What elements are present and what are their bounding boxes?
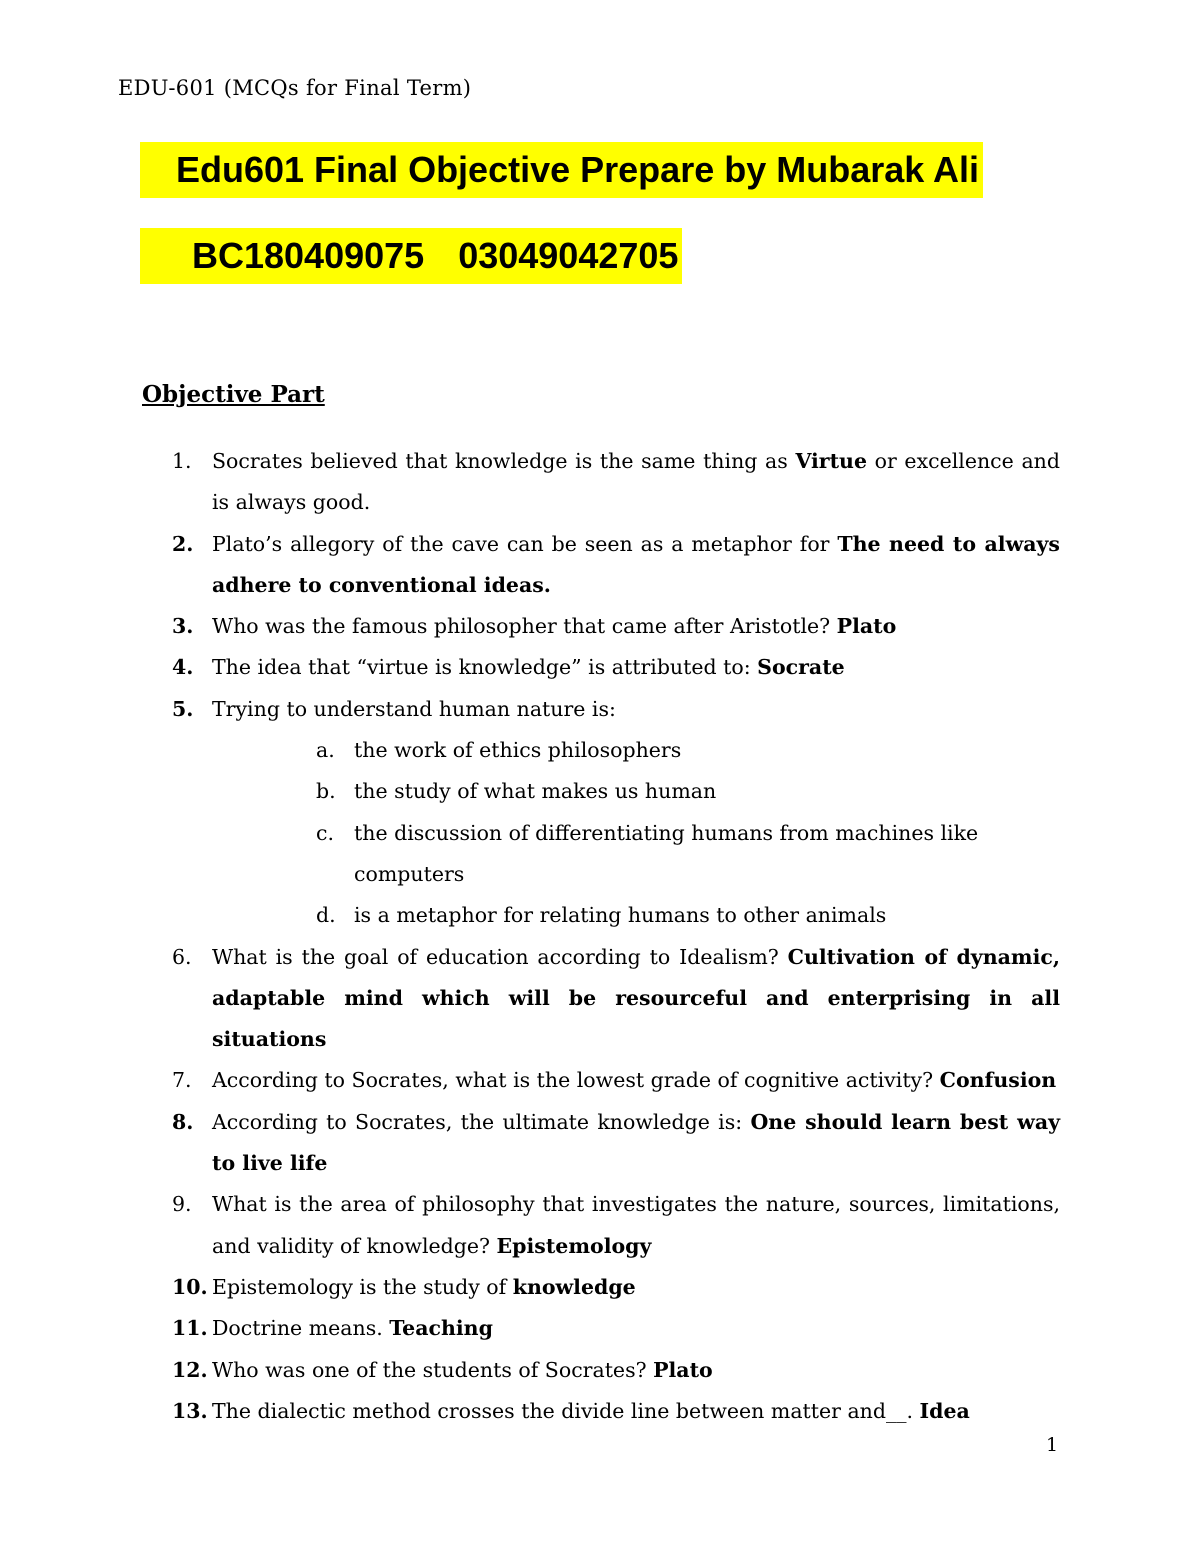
question-text: What is the area of philosophy that investigates the nature, sources, limitations, and validity of knowledge? Epistemology xyxy=(212,1192,1060,1258)
answer: Cultivation of dynamic, adaptable mind which will be resourceful and enterprising in all situations xyxy=(212,944,1060,1052)
answer: The need to always adhere to conventional ideas. xyxy=(212,531,1060,597)
answer: Confusion xyxy=(939,1068,1057,1093)
question-text: Trying to understand human nature is: xyxy=(212,696,616,721)
question-item xyxy=(172,937,1060,1061)
question-list xyxy=(172,441,1060,1432)
question-item xyxy=(172,1267,1060,1308)
question-number: 7. xyxy=(172,1068,192,1093)
question-text: Plato’s allegory of the cave can be seen as a metaphor for The need to always adhere to conventional ideas. xyxy=(212,531,1060,597)
question-number: 13. xyxy=(172,1398,208,1423)
answer: Epistemology xyxy=(496,1233,652,1258)
question-number: 12. xyxy=(172,1357,208,1382)
option-letter: a. xyxy=(316,738,335,763)
option-item xyxy=(316,813,1060,896)
question-text: The idea that “virtue is knowledge” is attributed to: Socrate xyxy=(212,655,845,680)
question-number: 10. xyxy=(172,1274,208,1299)
question-item xyxy=(172,441,1060,524)
answer: Teaching xyxy=(389,1316,493,1341)
question-number: 3. xyxy=(172,614,194,639)
answer: One should learn best way to live life xyxy=(212,1109,1061,1176)
answer: Plato xyxy=(653,1357,713,1382)
answer: Socrate xyxy=(757,655,845,680)
question-number: 9. xyxy=(172,1192,192,1217)
option-text: the study of what makes us human xyxy=(354,779,717,804)
question-text: What is the goal of education according to Idealism? Cultivation of dynamic, adaptable mind which will be resourceful and enterprising in all situations xyxy=(212,944,1060,1052)
phone-number: 03049042705 xyxy=(458,235,679,276)
option-text: the discussion of differentiating humans from machines like computers xyxy=(354,820,979,886)
option-letter: d. xyxy=(316,903,336,928)
page-header: EDU-601 (MCQs for Final Term) xyxy=(118,76,472,100)
option-text: the work of ethics philosophers xyxy=(354,738,682,763)
question-text: According to Socrates, what is the lowest grade of cognitive activity? Confusion xyxy=(212,1068,1057,1093)
question-number: 6. xyxy=(172,944,192,969)
title-block xyxy=(140,142,983,284)
question-number: 4. xyxy=(172,655,194,680)
question-number: 1. xyxy=(172,449,192,473)
question-number: 5. xyxy=(172,696,194,721)
question-item xyxy=(172,1102,1060,1185)
question-number: 8. xyxy=(172,1109,194,1134)
question-text: Socrates believed that knowledge is the same thing as Virtue or excellence and is always good. xyxy=(212,449,1060,515)
option-text: is a metaphor for relating humans to other animals xyxy=(354,903,887,928)
question-text: Epistemology is the study of knowledge xyxy=(212,1274,636,1299)
option-item xyxy=(316,895,1060,936)
option-item xyxy=(316,730,1060,771)
section-heading: Objective Part xyxy=(142,381,325,408)
question-text: Who was one of the students of Socrates? Plato xyxy=(212,1357,713,1382)
question-item xyxy=(172,1391,1060,1432)
question-item xyxy=(172,1308,1060,1349)
answer: knowledge xyxy=(512,1274,636,1299)
answer: Virtue xyxy=(795,449,867,473)
question-item xyxy=(172,689,1060,730)
page-number: 1 xyxy=(1046,1434,1059,1456)
answer: Plato xyxy=(836,614,897,639)
question-item xyxy=(172,1060,1060,1101)
question-number: 2. xyxy=(172,531,194,556)
question-item xyxy=(172,1184,1060,1267)
contact-line xyxy=(140,228,682,284)
question-text: According to Socrates, the ultimate knowledge is: One should learn best way to live life xyxy=(212,1109,1061,1176)
question-text: Doctrine means. Teaching xyxy=(212,1316,493,1341)
question-number: 11. xyxy=(172,1316,208,1341)
option-letter: c. xyxy=(316,820,334,845)
question-text: Who was the famous philosopher that came after Aristotle? Plato xyxy=(212,614,897,639)
question-item xyxy=(172,524,1060,607)
student-id: BC180409075 xyxy=(192,235,425,276)
question-item xyxy=(172,606,1060,647)
option-letter: b. xyxy=(316,779,336,804)
document-title: Edu601 Final Objective Prepare by Mubarak Ali xyxy=(140,142,983,198)
question-text: The dialectic method crosses the divide line between matter and__. Idea xyxy=(212,1398,970,1423)
question-item xyxy=(172,647,1060,688)
option-item xyxy=(316,771,1060,812)
question-item xyxy=(172,1350,1060,1391)
answer: Idea xyxy=(919,1398,970,1423)
